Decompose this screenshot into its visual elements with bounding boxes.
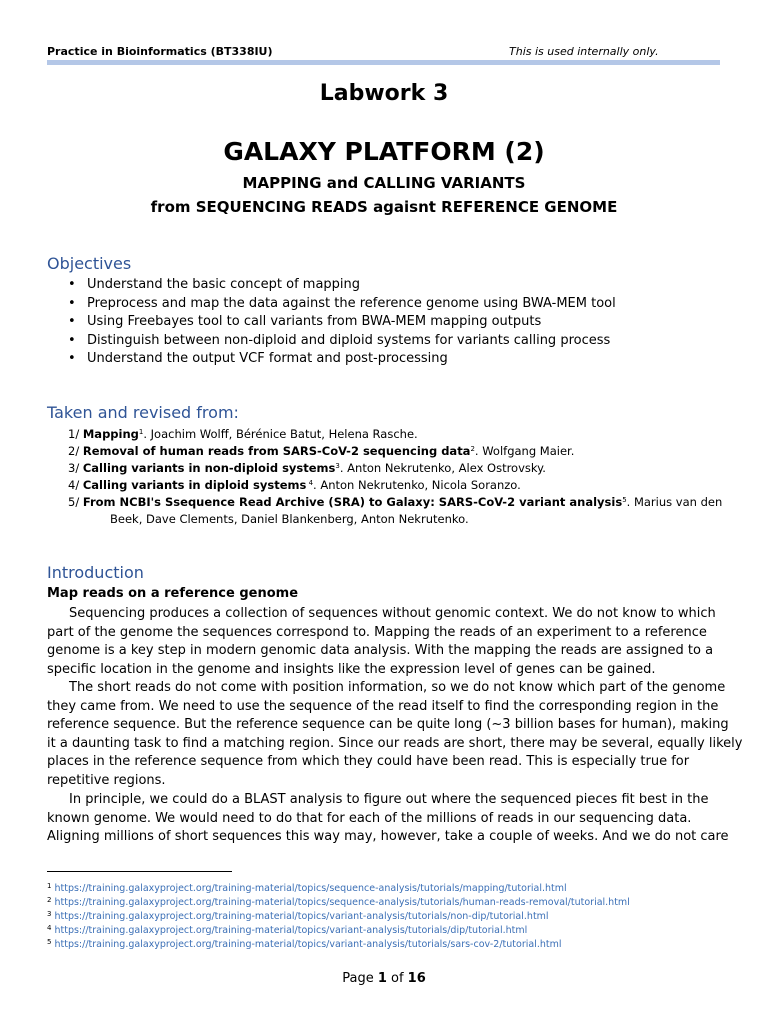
list-item: • Distinguish between non-diploid and diploid systems for variants calling process [68, 332, 616, 351]
subtitle-2: from SEQUENCING READS agaisnt REFERENCE GENOME [150, 198, 618, 216]
bullet-icon: • [68, 351, 76, 366]
footnote-link[interactable]: https://training.galaxyproject.org/training-material/topics/variant-analysis/tutorials/non-dip/tutorial.html [54, 911, 549, 922]
header-rule [47, 60, 720, 65]
section-subheading: Map reads on a reference genome [47, 586, 299, 601]
list-item: • Understand the basic concept of mapping [68, 276, 616, 295]
objectives-list [68, 276, 616, 369]
source-item: 2/ Removal of human reads from SARS-CoV-2 sequencing data$^2$. Wolfgang Maier. [68, 444, 575, 458]
footnote-link[interactable]: https://training.galaxyproject.org/training-material/topics/variant-analysis/tutorials/dip/tutorial.html [54, 925, 528, 936]
paragraph: In principle, we could do a BLAST analysis to figure out where the sequenced pieces fit best in the known genome. We would need to do that for each of the millions of reads in our sequencing data. Aligning millions of short sequences this way may, however, take a couple of weeks. And we do not care [47, 792, 729, 844]
footnote: $^3$ https://training.galaxyproject.org/training-material/topics/variant-analysis/tutorials/non-dip/tutorial.html [47, 910, 549, 922]
footnote-ref[interactable]: 5 [622, 496, 627, 504]
header-notice: This is used internally only. [509, 45, 659, 58]
introduction-heading: Introduction [47, 563, 144, 582]
footnote: $^5$ https://training.galaxyproject.org/training-material/topics/variant-analysis/tutorials/sars-cov-2/tutorial.html [47, 938, 562, 950]
page-number: Page 1 of 16 [342, 971, 426, 986]
page-title: GALAXY PLATFORM (2) [223, 137, 545, 166]
footnote: $^2$ https://training.galaxyproject.org/training-material/topics/sequence-analysis/tutorials/human-reads-removal/tutorial.html [47, 896, 630, 908]
footnote-ref[interactable]: 1 [138, 428, 144, 436]
paragraph: Sequencing produces a collection of sequences without genomic context. We do not know to which part of the genome the sequences correspond to. Mapping the reads of an experiment to a reference genome is a key step in modern genomic data analysis. With the mapping the reads are assigned to a specific location in the genome and insights like the expression level of genes can be gained. [47, 606, 716, 677]
source-item-continuation: Beek, Dave Clements, Daniel Blankenberg, Anton Nekrutenko. [110, 512, 469, 526]
sources-list [68, 426, 722, 528]
footnote-link[interactable]: https://training.galaxyproject.org/training-material/topics/sequence-analysis/tutorials/mapping/tutorial.html [54, 883, 567, 894]
footnote-separator [47, 871, 232, 872]
bullet-icon: • [68, 295, 76, 311]
footnote: $^4$ https://training.galaxyproject.org/training-material/topics/variant-analysis/tutorials/dip/tutorial.html [47, 924, 528, 936]
bullet-icon: • [68, 314, 76, 329]
list-item: • Using Freebayes tool to call variants from BWA-MEM mapping outputs [68, 313, 616, 332]
source-item: 1/ Mapping$^1$. Joachim Wolff, Bérénice Batut, Helena Rasche. [68, 427, 418, 441]
paragraph: The short reads do not come with position information, so we do not know which part of the genome they came from. We need to use the sequence of the read itself to find the corresponding region in the reference sequence. But the reference sequence can be quite long (~3 billion bases for human), making it a daunting task to find a matching region. Since our reads are short, there may be several, equally likely places in the reference sequence from which they could have been read. This is especially true for repetitive regions. [47, 680, 743, 788]
footnote-link[interactable]: https://training.galaxyproject.org/training-material/topics/variant-analysis/tutorials/sars-cov-2/tutorial.html [54, 939, 562, 950]
objectives-heading: Objectives [47, 254, 132, 273]
footnotes [47, 879, 630, 949]
footnote-link[interactable]: https://training.galaxyproject.org/training-material/topics/sequence-analysis/tutorials/human-reads-removal/tutorial.html [54, 897, 630, 908]
bullet-icon: • [68, 277, 76, 292]
source-item: 5/ From NCBI's Ssequence Read Archive (SRA) to Galaxy: SARS-CoV-2 variant analysis$^5$. Marius van den [68, 495, 723, 509]
labwork-title: Labwork 3 [319, 81, 449, 106]
bullet-icon: • [68, 332, 76, 348]
footnote-ref[interactable]: 4 [306, 479, 314, 487]
list-item: • Understand the output VCF format and post-processing [68, 350, 616, 369]
footnote: $^1$ https://training.galaxyproject.org/training-material/topics/sequence-analysis/tutorials/mapping/tutorial.html [47, 882, 567, 894]
subtitle-1: MAPPING and CALLING VARIANTS [242, 174, 526, 192]
sources-heading: Taken and revised from: [47, 403, 239, 422]
footnote-ref[interactable]: 3 [335, 462, 340, 470]
list-item: • Preprocess and map the data against the reference genome using BWA-MEM tool [68, 295, 616, 314]
source-item: 3/ Calling variants in non-diploid systems$^3$. Anton Nekrutenko, Alex Ostrovsky. [68, 461, 546, 475]
header-course: Practice in Bioinformatics (BT338IU) [47, 45, 273, 58]
footnote-ref[interactable]: 2 [470, 445, 475, 453]
source-item: 4/ Calling variants in diploid systems $^4$. Anton Nekrutenko, Nicola Soranzo. [68, 478, 521, 492]
